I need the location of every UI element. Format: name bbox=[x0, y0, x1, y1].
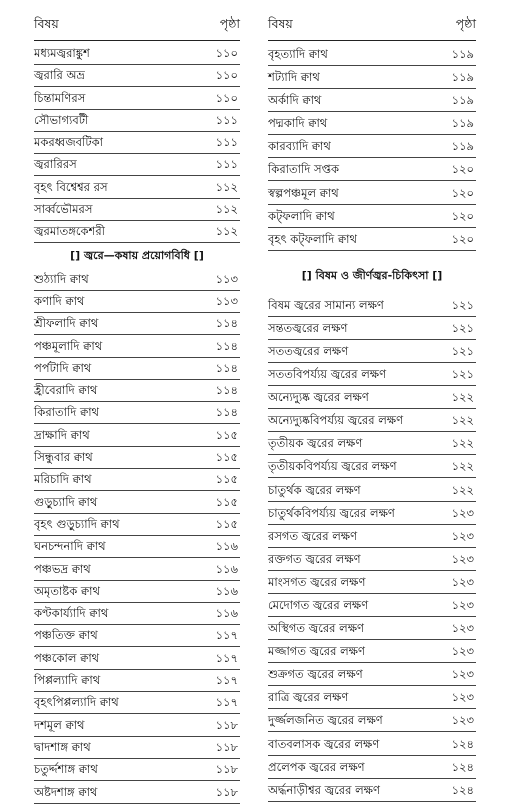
toc-entry bbox=[34, 582, 240, 603]
entry-title: দ্বাদশাঙ্গ ক্বাথ bbox=[34, 739, 91, 754]
toc-entry bbox=[34, 66, 240, 87]
entry-title: পিপ্পল্যাদি ক্বাথ bbox=[34, 673, 101, 688]
entry-title: সততবিপর্য্যয় জ্বরের লক্ষণ bbox=[268, 367, 387, 382]
toc-entry bbox=[34, 426, 240, 447]
entry-title: প্রলেপক জ্বরের লক্ষণ bbox=[268, 759, 365, 774]
entry-page-number: ১১০ bbox=[215, 68, 238, 83]
entry-page-number: ১২২ bbox=[451, 390, 474, 405]
toc-entry bbox=[34, 359, 240, 380]
entry-title: কিরাতাদি সপ্তক bbox=[268, 162, 340, 177]
entry-page-number: ১২৪ bbox=[451, 736, 474, 751]
entry-page-number: ১১৪ bbox=[215, 383, 238, 398]
toc-entry bbox=[34, 155, 240, 176]
toc-entry bbox=[34, 783, 240, 804]
entry-page-number: ১২৩ bbox=[451, 690, 474, 705]
toc-entry bbox=[268, 433, 476, 455]
entry-title: সৌভাগ্যবটী bbox=[34, 112, 89, 127]
entry-title: দশমূল ক্বাথ bbox=[34, 717, 85, 732]
entry-page-number: ১১৬ bbox=[215, 606, 238, 621]
entry-page-number: ১১২ bbox=[215, 224, 238, 239]
left-column bbox=[34, 14, 240, 805]
entry-page-number: ১১১ bbox=[215, 157, 238, 172]
toc-entry bbox=[268, 572, 476, 594]
toc-entry bbox=[268, 456, 476, 478]
entry-page-number: ১২২ bbox=[451, 413, 474, 428]
entry-page-number: ১১৯ bbox=[451, 139, 474, 154]
right-entry-list bbox=[268, 295, 476, 802]
entry-title: কণ্টকার্য্যাদি ক্বাথ bbox=[34, 606, 109, 621]
entry-title: বিষম জ্বরের সামান্য লক্ষণ bbox=[268, 297, 384, 312]
entry-page-number: ১২৩ bbox=[451, 667, 474, 682]
toc-entry bbox=[268, 183, 476, 205]
entry-page-number: ১১৬ bbox=[215, 539, 238, 554]
toc-entry bbox=[34, 270, 240, 291]
right-column-header bbox=[268, 14, 476, 41]
entry-page-number: ১২১ bbox=[451, 367, 474, 382]
entry-title: বৃহত্যাদি ক্বাথ bbox=[268, 47, 328, 61]
entry-title: বাতবলাসক জ্বরের লক্ষণ bbox=[268, 736, 380, 751]
entry-page-number: ১১৭ bbox=[215, 695, 238, 710]
entry-page-number: ১১৬ bbox=[215, 561, 238, 576]
entry-page-number: ১১০ bbox=[215, 46, 238, 60]
entry-title: চাতুর্থকবিপর্য্যয় জ্বরের লক্ষণ bbox=[268, 505, 395, 520]
entry-title: মাংসগত জ্বরের লক্ষণ bbox=[268, 574, 366, 589]
entry-page-number: ১১৫ bbox=[215, 516, 238, 531]
entry-page-number: ১২৩ bbox=[451, 644, 474, 659]
toc-entry bbox=[34, 89, 240, 110]
entry-page-number: ১২৪ bbox=[451, 782, 474, 797]
toc-entry bbox=[268, 159, 476, 181]
entry-title: বৃহৎ গুড়ুচ্যাদি ক্বাথ bbox=[34, 516, 120, 531]
toc-entry bbox=[268, 526, 476, 548]
toc-entry bbox=[34, 604, 240, 625]
entry-page-number: ১২৩ bbox=[451, 574, 474, 589]
entry-page-number: ১১৯ bbox=[451, 70, 474, 85]
entry-page-number: ১২০ bbox=[451, 185, 474, 200]
toc-entry bbox=[268, 341, 476, 363]
entry-title: চাতুর্থক জ্বরের লক্ষণ bbox=[268, 482, 361, 497]
entry-title: শুক্রগত জ্বরের লক্ষণ bbox=[268, 667, 363, 682]
toc-entry bbox=[268, 480, 476, 502]
entry-title: অষ্টদশাঙ্গ ক্বাথ bbox=[34, 784, 98, 799]
toc-entry bbox=[268, 229, 476, 251]
entry-page-number: ১২০ bbox=[451, 231, 474, 246]
entry-title: চতুর্দ্দশাঙ্গ ক্বাথ bbox=[34, 762, 98, 777]
entry-page-number: ১১৫ bbox=[215, 427, 238, 442]
entry-page-number: ১১১ bbox=[215, 112, 238, 127]
entry-title: সার্ব্বভৌমরস bbox=[34, 202, 93, 217]
entry-title: কণাদি ক্বাথ bbox=[34, 293, 85, 308]
entry-page-number: ১১৭ bbox=[215, 650, 238, 665]
toc-entry bbox=[34, 178, 240, 199]
entry-page-number: ১১৪ bbox=[215, 316, 238, 331]
toc-entry bbox=[34, 111, 240, 132]
entry-page-number: ১১৭ bbox=[215, 673, 238, 688]
entry-title: পঞ্চভদ্র ক্বাথ bbox=[34, 561, 91, 576]
entry-page-number: ১২২ bbox=[451, 482, 474, 497]
entry-page-number: ১১৩ bbox=[215, 293, 238, 308]
toc-entry bbox=[268, 90, 476, 112]
toc-entry bbox=[268, 549, 476, 571]
entry-title: রক্তগত জ্বরের লক্ষণ bbox=[268, 551, 361, 566]
entry-title: দ্রাক্ষাদি ক্বাথ bbox=[34, 427, 90, 442]
toc-entry bbox=[34, 537, 240, 558]
toc-entry bbox=[34, 693, 240, 714]
entry-title: গুড়ুচ্যাদি ক্বাথ bbox=[34, 494, 98, 509]
entry-title: সন্ততজ্বরের লক্ষণ bbox=[268, 320, 348, 335]
toc-entry bbox=[268, 318, 476, 340]
toc-entry bbox=[34, 649, 240, 670]
entry-page-number: ১২২ bbox=[451, 459, 474, 474]
toc-entry bbox=[268, 295, 476, 317]
entry-page-number: ১২৪ bbox=[451, 759, 474, 774]
entry-title: চিন্তামণিরস bbox=[34, 90, 86, 105]
entry-title: অস্থিগত জ্বরের লক্ষণ bbox=[268, 621, 364, 636]
toc-entry bbox=[268, 503, 476, 525]
entry-title: পদ্মকাদি ক্বাথ bbox=[268, 116, 328, 131]
entry-title: মধ্যমজ্বরাঙ্কুশ bbox=[34, 46, 90, 60]
entry-page-number: ১১১ bbox=[215, 135, 238, 150]
entry-page-number: ১২৩ bbox=[451, 597, 474, 612]
entry-page-number: ১১৪ bbox=[215, 360, 238, 375]
entry-title: শুঠ্যাদি ক্বাথ bbox=[34, 271, 89, 286]
entry-page-number: ১১৮ bbox=[215, 739, 238, 754]
entry-title: অন্যেদ্যুষ্ক জ্বরের লক্ষণ bbox=[268, 390, 369, 405]
entry-title: রাত্রি জ্বরের লক্ষণ bbox=[268, 690, 349, 705]
entry-title: মেদোগত জ্বরের লক্ষণ bbox=[268, 597, 369, 612]
entry-page-number: ১১৫ bbox=[215, 472, 238, 487]
toc-entry bbox=[34, 314, 240, 335]
entry-title: দুর্জ্জলজনিত জ্বরের লক্ষণ bbox=[268, 713, 383, 728]
toc-entry bbox=[34, 222, 240, 243]
page-heading: পৃষ্ঠা bbox=[455, 16, 476, 31]
entry-title: পঞ্চকোল ক্বাথ bbox=[34, 650, 100, 665]
toc-entry bbox=[34, 470, 240, 491]
toc-entry bbox=[268, 710, 476, 732]
entry-title: পঞ্চমূলাদি ক্বাথ bbox=[34, 338, 103, 353]
toc-entry bbox=[34, 448, 240, 469]
entry-page-number: ১২৩ bbox=[451, 713, 474, 728]
entry-page-number: ১১৯ bbox=[451, 93, 474, 108]
topic-heading: বিষয় bbox=[268, 16, 293, 31]
section-heading: [] জ্বরে—কষায় প্রয়োগবিধি [] bbox=[70, 248, 204, 262]
entry-page-number: ১২০ bbox=[451, 162, 474, 177]
toc-entry bbox=[34, 44, 240, 65]
entry-title: বৃহৎপিপ্পল্যাদি ক্বাথ bbox=[34, 695, 119, 710]
toc-entry bbox=[268, 113, 476, 135]
toc-entry bbox=[34, 292, 240, 313]
left-entry-list bbox=[34, 44, 240, 243]
entry-page-number: ১১৩ bbox=[215, 271, 238, 286]
toc-entry bbox=[34, 515, 240, 536]
toc-entry bbox=[34, 493, 240, 514]
toc-entry bbox=[268, 67, 476, 89]
entry-page-number: ১২২ bbox=[451, 436, 474, 451]
entry-title: বৃহৎ বিশ্বেশ্বর রস bbox=[34, 179, 108, 194]
toc-entry bbox=[34, 738, 240, 759]
toc-entry bbox=[268, 780, 476, 802]
entry-page-number: ১২৩ bbox=[451, 551, 474, 566]
toc-entry bbox=[268, 595, 476, 617]
toc-entry bbox=[34, 560, 240, 581]
entry-title: কট্‌ফলাদি ক্বাথ bbox=[268, 208, 335, 223]
entry-page-number: ১১৮ bbox=[215, 762, 238, 777]
page-heading: পৃষ্ঠা bbox=[219, 16, 240, 31]
entry-title: সিন্ধুবার ক্বাথ bbox=[34, 450, 93, 465]
entry-page-number: ১১৮ bbox=[215, 784, 238, 799]
toc-entry bbox=[34, 381, 240, 402]
entry-title: হ্রীবেরাদি ক্বাথ bbox=[34, 383, 98, 398]
entry-page-number: ১১৯ bbox=[451, 116, 474, 131]
entry-page-number: ১২৩ bbox=[451, 528, 474, 543]
entry-title: কারব্যাদি ক্বাথ bbox=[268, 139, 331, 154]
toc-entry bbox=[268, 44, 476, 66]
entry-title: তৃতীয়ক জ্বরের লক্ষণ bbox=[268, 436, 363, 451]
toc-entry bbox=[268, 687, 476, 709]
entry-title: অর্দ্ধনাড়ীশ্বর জ্বরের লক্ষণ bbox=[268, 782, 380, 797]
entry-title: অর্কাদি ক্বাথ bbox=[268, 93, 322, 108]
entry-title: জ্বরারিরস bbox=[34, 157, 77, 172]
entry-page-number: ১২৩ bbox=[451, 505, 474, 520]
toc-entry bbox=[268, 664, 476, 686]
toc-entry bbox=[268, 364, 476, 386]
entry-page-number: ১১৪ bbox=[215, 405, 238, 420]
topic-heading: বিষয় bbox=[34, 16, 59, 31]
entry-title: শট্যাদি ক্বাথ bbox=[268, 70, 320, 85]
toc-entry bbox=[268, 136, 476, 158]
entry-page-number: ১২০ bbox=[451, 208, 474, 223]
toc-entry bbox=[34, 760, 240, 781]
entry-page-number: ১১২ bbox=[215, 179, 238, 194]
entry-page-number: ১২১ bbox=[451, 320, 474, 335]
entry-page-number: ১১৬ bbox=[215, 583, 238, 598]
entry-title: পঞ্চতিক্ত ক্বাথ bbox=[34, 628, 98, 643]
toc-entry bbox=[34, 626, 240, 647]
right-column bbox=[268, 14, 476, 803]
entry-page-number: ১২৩ bbox=[451, 621, 474, 636]
entry-title: সততজ্বরের লক্ষণ bbox=[268, 343, 349, 358]
right-entry-list bbox=[268, 44, 476, 251]
entry-page-number: ১১৫ bbox=[215, 494, 238, 509]
entry-title: রসগত জ্বরের লক্ষণ bbox=[268, 528, 358, 543]
entry-title: অন্যেদ্যুষ্কবিপর্য্যয় জ্বরের লক্ষণ bbox=[268, 413, 404, 428]
left-entry-list bbox=[34, 270, 240, 804]
entry-title: বৃহৎ কট্‌ফলাদি ক্বাথ bbox=[268, 231, 357, 246]
toc-entry bbox=[268, 641, 476, 663]
entry-title: পর্পটাদি ক্বাথ bbox=[34, 360, 92, 375]
toc-entry bbox=[34, 716, 240, 737]
entry-page-number: ১১৮ bbox=[215, 717, 238, 732]
toc-entry bbox=[268, 206, 476, 228]
entry-title: তৃতীয়কবিপর্য্যয় জ্বরের লক্ষণ bbox=[268, 459, 397, 474]
toc-entry bbox=[268, 387, 476, 409]
entry-title: জ্বরমাতঙ্গকেশরী bbox=[34, 224, 105, 239]
entry-title: ঘনচন্দনাদি ক্বাথ bbox=[34, 539, 106, 554]
toc-entry bbox=[34, 200, 240, 221]
entry-title: মকরধ্বজবটিকা bbox=[34, 135, 103, 150]
toc-entry bbox=[268, 618, 476, 640]
entry-page-number: ১১৪ bbox=[215, 338, 238, 353]
toc-entry bbox=[268, 757, 476, 779]
entry-title: মরিচাদি ক্বাথ bbox=[34, 472, 92, 487]
entry-title: স্বল্পপঞ্চমূল ক্বাথ bbox=[268, 185, 339, 200]
entry-page-number: ১২১ bbox=[451, 343, 474, 358]
toc-entry bbox=[268, 410, 476, 432]
entry-title: জ্বরারি অভ্র bbox=[34, 68, 85, 83]
entry-page-number: ১১৭ bbox=[215, 628, 238, 643]
left-column-header bbox=[34, 14, 240, 41]
toc-entry bbox=[34, 403, 240, 424]
toc-entry bbox=[34, 337, 240, 358]
entry-page-number: ১১৫ bbox=[215, 450, 238, 465]
entry-title: কিরাতাদি ক্বাথ bbox=[34, 405, 99, 420]
toc-entry bbox=[34, 671, 240, 692]
entry-page-number: ১২১ bbox=[451, 297, 474, 312]
entry-title: মজ্জাগত জ্বরের লক্ষণ bbox=[268, 644, 365, 659]
entry-page-number: ১১২ bbox=[215, 202, 238, 217]
toc-entry bbox=[268, 734, 476, 756]
section-heading: [] বিষম ও জীর্ণজ্বর-চিকিৎসা [] bbox=[301, 268, 443, 282]
entry-title: অমৃতাষ্টক ক্বাথ bbox=[34, 583, 100, 598]
entry-page-number: ১১৯ bbox=[451, 47, 474, 61]
entry-page-number: ১১০ bbox=[215, 90, 238, 105]
entry-title: শ্রীফলাদি ক্বাথ bbox=[34, 316, 99, 331]
toc-entry bbox=[34, 133, 240, 154]
